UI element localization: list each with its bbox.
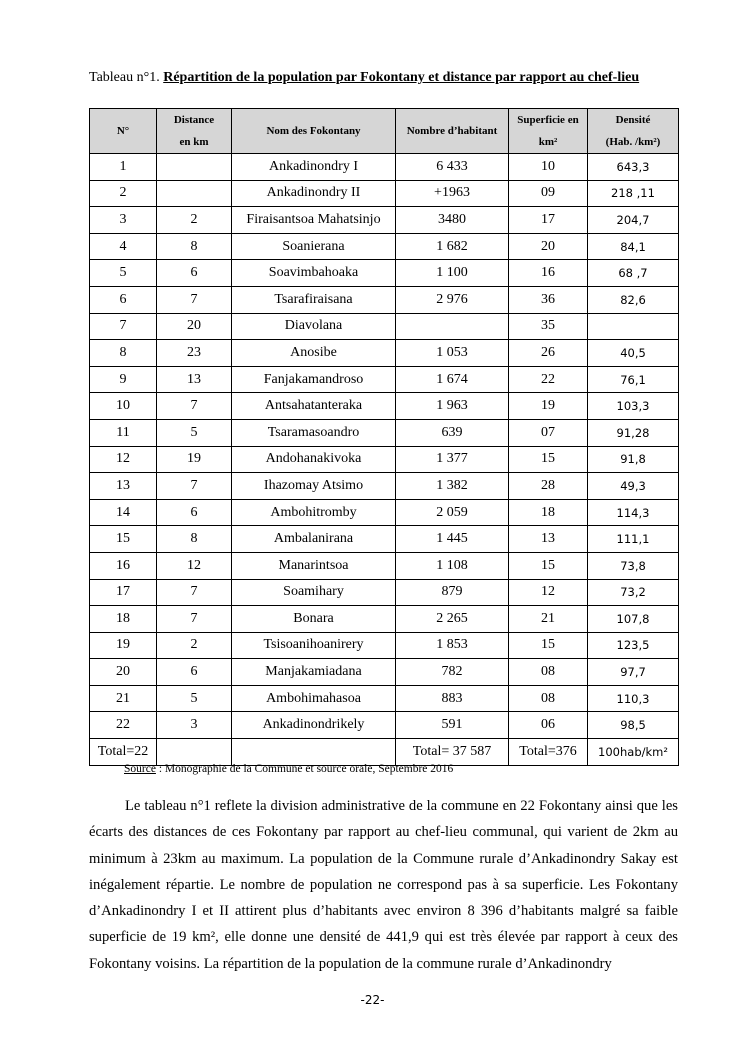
- cell-density: 97,7: [588, 659, 679, 686]
- cell-name: Ambalanirana: [232, 526, 396, 553]
- cell-name: Manjakamiadana: [232, 659, 396, 686]
- cell-distance: [157, 739, 232, 766]
- cell-population: 1 682: [396, 233, 509, 260]
- cell-number: 4: [90, 233, 157, 260]
- table-header-row: [90, 109, 679, 154]
- total-row: [90, 739, 679, 766]
- cell-distance: 7: [157, 606, 232, 633]
- cell-area: 06: [509, 712, 588, 739]
- cell-name: Tsarafiraisana: [232, 286, 396, 313]
- cell-name: Diavolana: [232, 313, 396, 340]
- cell-distance: 19: [157, 446, 232, 473]
- cell-area: 20: [509, 233, 588, 260]
- cell-area: 17: [509, 207, 588, 234]
- table-row: [90, 286, 679, 313]
- cell-population: 6 433: [396, 154, 509, 181]
- cell-distance: 6: [157, 659, 232, 686]
- cell-distance: 7: [157, 393, 232, 420]
- cell-distance: 6: [157, 499, 232, 526]
- cell-population: 782: [396, 659, 509, 686]
- cell-area: 13: [509, 526, 588, 553]
- cell-population: 1 053: [396, 340, 509, 367]
- cell-distance: 2: [157, 207, 232, 234]
- cell-population: 639: [396, 419, 509, 446]
- table-row: [90, 526, 679, 553]
- cell-population: 1 674: [396, 366, 509, 393]
- cell-population: 3480: [396, 207, 509, 234]
- header-cell-population: Nombre d’habitant: [396, 109, 509, 154]
- cell-distance: 6: [157, 260, 232, 287]
- header-cell-name: Nom des Fokontany: [232, 109, 396, 154]
- cell-number: 18: [90, 606, 157, 633]
- cell-distance: 23: [157, 340, 232, 367]
- cell-density: 111,1: [588, 526, 679, 553]
- cell-number: 6: [90, 286, 157, 313]
- table-row: [90, 659, 679, 686]
- cell-name: Soanierana: [232, 233, 396, 260]
- cell-number: 1: [90, 154, 157, 181]
- cell-name: Ankadinondrikely: [232, 712, 396, 739]
- cell-distance: 2: [157, 632, 232, 659]
- header-cell-area: Superficie en km²: [509, 109, 588, 154]
- table-row: [90, 340, 679, 367]
- cell-name: Fanjakamandroso: [232, 366, 396, 393]
- cell-number: 22: [90, 712, 157, 739]
- cell-density: 643,3: [588, 154, 679, 181]
- cell-density: 49,3: [588, 473, 679, 500]
- cell-distance: 7: [157, 286, 232, 313]
- cell-area: 08: [509, 659, 588, 686]
- cell-number: 9: [90, 366, 157, 393]
- cell-population: 2 059: [396, 499, 509, 526]
- cell-density: 91,28: [588, 419, 679, 446]
- page-number: -22-: [360, 993, 385, 1007]
- header-cell-distance: Distance en km: [157, 109, 232, 154]
- cell-name: Antsahatanteraka: [232, 393, 396, 420]
- cell-population: [396, 313, 509, 340]
- cell-number: 2: [90, 180, 157, 207]
- cell-population: 1 853: [396, 632, 509, 659]
- table-row: [90, 233, 679, 260]
- cell-number: 15: [90, 526, 157, 553]
- table-row: [90, 393, 679, 420]
- table-caption: [89, 70, 639, 86]
- cell-area: 18: [509, 499, 588, 526]
- cell-density: 76,1: [588, 366, 679, 393]
- cell-area: 35: [509, 313, 588, 340]
- cell-number: 17: [90, 579, 157, 606]
- cell-number: 3: [90, 207, 157, 234]
- cell-area: 22: [509, 366, 588, 393]
- cell-distance: 7: [157, 579, 232, 606]
- cell-density: 114,3: [588, 499, 679, 526]
- table-source: [124, 763, 453, 775]
- cell-number: 19: [90, 632, 157, 659]
- cell-density: [588, 313, 679, 340]
- cell-area: 36: [509, 286, 588, 313]
- table-row: [90, 419, 679, 446]
- cell-number: Total=22: [90, 739, 157, 766]
- cell-density: 73,8: [588, 552, 679, 579]
- cell-population: 1 100: [396, 260, 509, 287]
- caption-prefix: Tableau n°1.: [89, 70, 164, 85]
- table-row: [90, 154, 679, 181]
- body-paragraph: Le tableau n°1 reflete la division administrative de la commune en 22 Fokontany ainsi que les écarts des distances de ces Fokontany par rapport au chef-lieu communal, qui varient de 2km au minimum à 23km au maximum. La population de la Commune rurale d’Ankadinondry Sakay est inégalement répartie. Le nombre de population ne correspond pas à sa superficie. Les Fokontany d’Ankadinondry I et II attirent plus d’habitants avec environ 8 396 d’habitants malgré sa faible superficie de 19 km², elle donne une densité de 441,9 qui est très élevée par rapport à ceux des Fokontany voisins. La répartition de la population de la commune rurale d’Ankadinondry: [89, 798, 678, 972]
- cell-population: 1 377: [396, 446, 509, 473]
- table-row: [90, 473, 679, 500]
- cell-distance: [157, 180, 232, 207]
- cell-area: 16: [509, 260, 588, 287]
- cell-distance: 13: [157, 366, 232, 393]
- cell-name: Andohanakivoka: [232, 446, 396, 473]
- table-row: [90, 632, 679, 659]
- population-table: [89, 108, 679, 766]
- cell-density: 110,3: [588, 685, 679, 712]
- cell-number: 16: [90, 552, 157, 579]
- cell-area: Total=376: [509, 739, 588, 766]
- cell-number: 5: [90, 260, 157, 287]
- cell-name: Bonara: [232, 606, 396, 633]
- cell-number: 12: [90, 446, 157, 473]
- cell-distance: 8: [157, 526, 232, 553]
- header-cell-density: Densité (Hab. /km²): [588, 109, 679, 154]
- table-row: [90, 446, 679, 473]
- cell-density: 218 ,11: [588, 180, 679, 207]
- cell-area: 10: [509, 154, 588, 181]
- cell-name: Firaisantsoa Mahatsinjo: [232, 207, 396, 234]
- cell-population: 1 382: [396, 473, 509, 500]
- cell-number: 20: [90, 659, 157, 686]
- cell-number: 21: [90, 685, 157, 712]
- caption-title: Répartition de la population par Fokontany et distance par rapport au chef-lieu: [163, 70, 640, 85]
- cell-density: 84,1: [588, 233, 679, 260]
- table-row: [90, 207, 679, 234]
- cell-area: 09: [509, 180, 588, 207]
- table-row: [90, 552, 679, 579]
- cell-name: Ambohitromby: [232, 499, 396, 526]
- cell-population: 1 108: [396, 552, 509, 579]
- cell-name: Ambohimahasoa: [232, 685, 396, 712]
- table-body: [90, 154, 679, 766]
- cell-area: 12: [509, 579, 588, 606]
- cell-name: [232, 739, 396, 766]
- cell-area: 21: [509, 606, 588, 633]
- cell-population: 2 976: [396, 286, 509, 313]
- table-row: [90, 260, 679, 287]
- cell-density: 98,5: [588, 712, 679, 739]
- cell-distance: 5: [157, 685, 232, 712]
- cell-distance: 20: [157, 313, 232, 340]
- cell-population: 879: [396, 579, 509, 606]
- cell-area: 07: [509, 419, 588, 446]
- cell-area: 28: [509, 473, 588, 500]
- cell-population: 2 265: [396, 606, 509, 633]
- table-row: [90, 579, 679, 606]
- cell-name: Ankadinondry I: [232, 154, 396, 181]
- cell-distance: 7: [157, 473, 232, 500]
- cell-distance: 5: [157, 419, 232, 446]
- cell-density: 103,3: [588, 393, 679, 420]
- cell-density: 82,6: [588, 286, 679, 313]
- cell-name: Soamihary: [232, 579, 396, 606]
- cell-population: 1 963: [396, 393, 509, 420]
- cell-name: Ankadinondry II: [232, 180, 396, 207]
- cell-distance: [157, 154, 232, 181]
- cell-distance: 3: [157, 712, 232, 739]
- cell-name: Tsisoanihoanirery: [232, 632, 396, 659]
- header-cell-number: N°: [90, 109, 157, 154]
- source-label: Source: [124, 763, 156, 775]
- table-row: [90, 313, 679, 340]
- source-text: : Monographie de la Commune et source orale, Septembre 2016: [155, 763, 454, 775]
- cell-area: 15: [509, 632, 588, 659]
- table-row: [90, 499, 679, 526]
- cell-name: Anosibe: [232, 340, 396, 367]
- table-row: [90, 685, 679, 712]
- cell-population: 591: [396, 712, 509, 739]
- cell-number: 14: [90, 499, 157, 526]
- cell-name: Tsaramasoandro: [232, 419, 396, 446]
- cell-density: 204,7: [588, 207, 679, 234]
- cell-area: 15: [509, 446, 588, 473]
- cell-name: Manarintsoa: [232, 552, 396, 579]
- cell-density: 40,5: [588, 340, 679, 367]
- cell-area: 26: [509, 340, 588, 367]
- table-row: [90, 366, 679, 393]
- table-row: [90, 712, 679, 739]
- cell-density: 100hab/km²: [588, 739, 679, 766]
- cell-density: 91,8: [588, 446, 679, 473]
- cell-density: 123,5: [588, 632, 679, 659]
- cell-distance: 8: [157, 233, 232, 260]
- cell-population: 1 445: [396, 526, 509, 553]
- cell-area: 08: [509, 685, 588, 712]
- cell-density: 107,8: [588, 606, 679, 633]
- cell-population: +1963: [396, 180, 509, 207]
- cell-name: Ihazomay Atsimo: [232, 473, 396, 500]
- cell-density: 73,2: [588, 579, 679, 606]
- cell-number: 7: [90, 313, 157, 340]
- table-row: [90, 180, 679, 207]
- cell-number: 11: [90, 419, 157, 446]
- table-row: [90, 606, 679, 633]
- cell-name: Soavimbahoaka: [232, 260, 396, 287]
- cell-number: 8: [90, 340, 157, 367]
- cell-number: 10: [90, 393, 157, 420]
- cell-area: 19: [509, 393, 588, 420]
- cell-density: 68 ,7: [588, 260, 679, 287]
- cell-number: 13: [90, 473, 157, 500]
- cell-area: 15: [509, 552, 588, 579]
- cell-population: 883: [396, 685, 509, 712]
- cell-population: Total= 37 587: [396, 739, 509, 766]
- cell-distance: 12: [157, 552, 232, 579]
